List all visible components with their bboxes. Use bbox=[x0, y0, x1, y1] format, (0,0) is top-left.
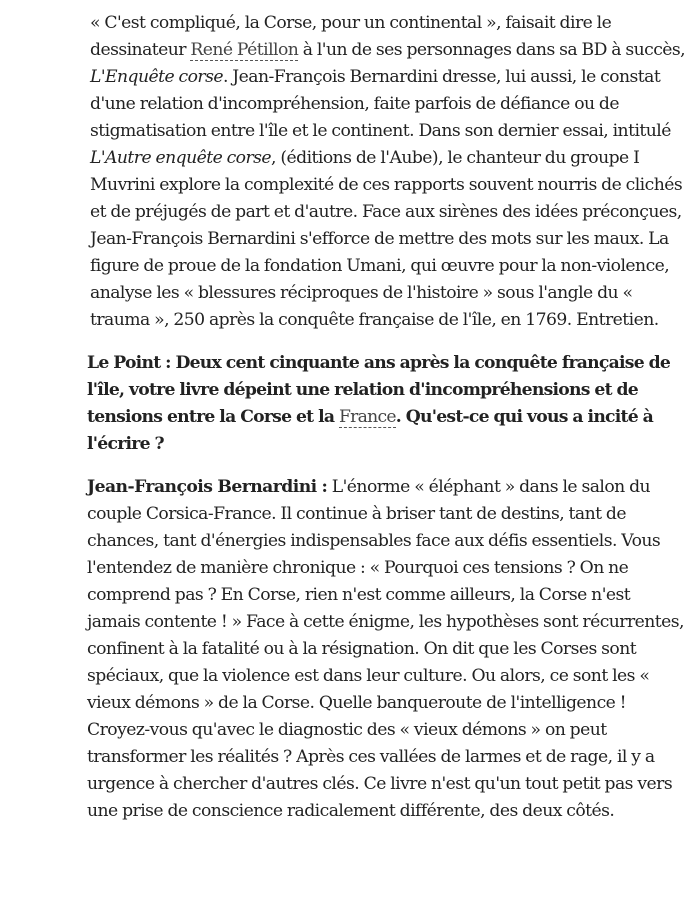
answer-text: L'énorme « éléphant » dans le salon du couple Corsica-France. Il continue à briser tant de destins, tant de chances, tant d'énergies indispensables face aux défis essentiels. Vous l'entendez de manière chronique : « Pourquoi ces tensions ? On ne comprend pas ? En Corse, rien n'est comme ailleurs, la Corse n'est jamais contente ! » Face à cette énigme, les hypothèses sont récurrentes, confinent à la fatalité ou à la résignation. On dit que les Corses sont spéciaux, que la violence est dans leur culture. Ou alors, ce sont les « vieux démons » de la Corse. Quelle banqueroute de l'intelligence ! Croyez-vous qu'avec le diagnostic des « vieux démons » on peut transformer les réalités ? Après ces vallées de larmes et de rage, il y a urgence à chercher d'autres clés. Ce livre n'est qu'un tout petit pas vers une prise de conscience radicalement différente, des deux côtés. bbox=[87, 477, 684, 821]
intro-text-4: , (éditions de l'Aube), le chanteur du groupe I Muvrini explore la complexité de ces rapports souvent nourris de clichés et de préjugés de part et d'autre. Face aux sirènes des idées préconçues, Jean-François Bernardini s'efforce de mettre des mots sur les maux. La figure de proue de la fondation Umani, qui œuvre pour la non-violence, analyse les « blessures réciproques de l'histoire » sous l'angle du « trauma », 250 après la conquête française de l'île, en 1769. Entretien. bbox=[90, 148, 683, 330]
rene-petillon-link[interactable]: René Pétillon bbox=[190, 40, 299, 60]
france-link[interactable]: France bbox=[339, 407, 396, 427]
answer-speaker: Jean-François Bernardini : bbox=[87, 477, 328, 497]
book-title-enquete-corse: L'Enquête corse bbox=[90, 67, 223, 87]
intro-text-2: à l'un de ses personnages dans sa BD à succès, bbox=[298, 40, 686, 60]
article-body bbox=[87, 10, 687, 841]
intro-text-3: . Jean-François Bernardini dresse, lui aussi, le constat d'une relation d'incompréhension, faite parfois de défiance ou de stigmatisation entre l'île et le continent. Dans son dernier essai, intitulé bbox=[90, 67, 671, 141]
question-text-2: . Qu'est-ce qui vous a incité à l'écrire ? bbox=[87, 407, 654, 454]
question-text-1: Le Point : Deux cent cinquante ans après la conquête française de l'île, votre livre dépeint une relation d'incompréhensions et de tensions entre la Corse et la bbox=[87, 353, 671, 427]
interview-question bbox=[87, 350, 687, 458]
intro-paragraph bbox=[87, 10, 687, 334]
interview-answer bbox=[87, 474, 687, 825]
book-title-autre-enquete-corse: L'Autre enquête corse bbox=[90, 148, 272, 168]
intro-text-1: « C'est compliqué, la Corse, pour un continental », faisait dire le dessinateur bbox=[90, 13, 612, 60]
